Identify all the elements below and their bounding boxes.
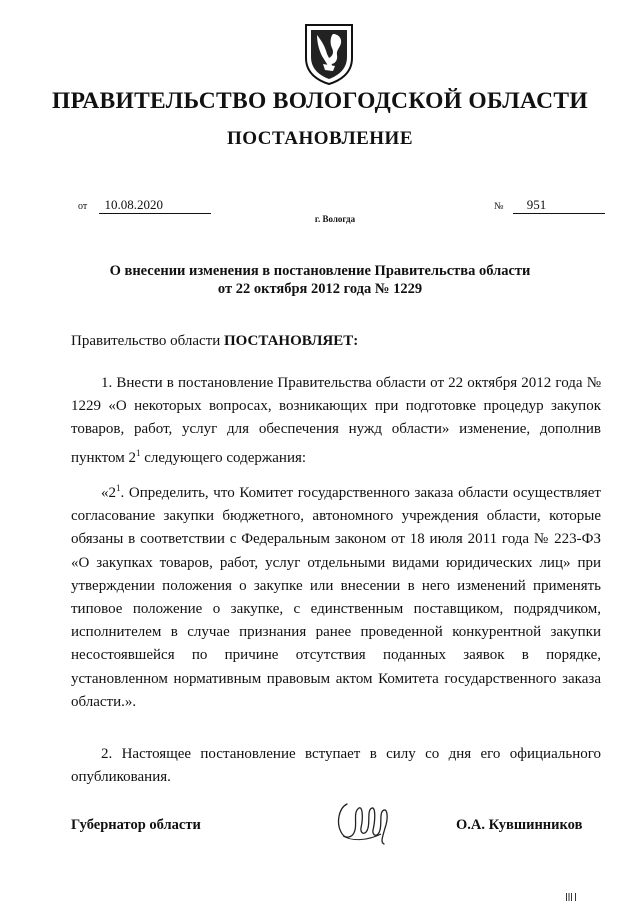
organization-title: ПРАВИТЕЛЬСТВО ВОЛОГОДСКОЙ ОБЛАСТИ — [52, 88, 588, 114]
date-row — [78, 197, 211, 214]
paragraph-2 — [71, 477, 601, 714]
paragraph-1-superscript: 1 — [135, 447, 141, 458]
paragraph-1-text: 1. Внести в постановление Правительства области от 22 октября 2012 года № 1229 «О некоторых вопросах, возникающих при подготовке процедур закупок товаров, работ, услуг для обеспечения нужд области» изменение, дополнив пунктом 2 — [71, 375, 601, 466]
paragraph-1-tail: следующего содержания: — [140, 449, 307, 466]
paragraph-2-text: . Определить, что Комитет государственного заказа области осуществляет согласование закупки бюджетного, автономного учреждения области, которые обязаны в соответствии с Федеральным законом от 18 июля 2011 года № 223-ФЗ «О закупках товаров, работ, услуг отдельными видами юридических лиц» при утверждении положения о закупке или внесении в него изменений применять типовое положение о закупке, с единственным поставщиком, подрядчиком, исполнителем в случае признания ранее проведенной конкурентной закупки несостоявшейся по причине отсутствия поданных заявок в порядке, установленном нормативным правовым актом Комитета государственного заказа области.». — [71, 485, 601, 710]
number-prefix: № — [494, 201, 504, 212]
city-label: г. Вологда — [314, 214, 356, 224]
handwritten-signature — [333, 796, 395, 848]
document-subject — [0, 262, 640, 298]
document-date: 10.08.2020 — [99, 197, 211, 214]
paragraph-2-open: «2 — [101, 485, 116, 501]
date-prefix: от — [78, 201, 88, 212]
paragraph-3-text: 2. Настоящее постановление вступает в силу со дня его официального опубликования. — [71, 746, 601, 786]
lead-bold: ПОСТАНОВЛЯЕТ: — [223, 333, 359, 349]
number-row — [494, 197, 605, 214]
coat-of-arms-emblem — [303, 22, 355, 86]
signatory-position: Губернатор области — [71, 817, 201, 833]
paragraph-2-superscript: 1 — [116, 483, 121, 493]
document-number: 951 — [513, 197, 605, 214]
subject-line-2: от 22 октября 2012 года № 1229 — [217, 281, 423, 297]
signatory-name: О.А. Кувшинников — [456, 817, 583, 833]
resolution-lead — [71, 333, 358, 350]
paragraph-1 — [71, 372, 601, 470]
document-type: ПОСТАНОВЛЕНИЕ — [226, 128, 414, 149]
lead-prefix: Правительство области — [71, 333, 224, 349]
paragraph-3 — [71, 743, 601, 789]
barcode-mark — [566, 893, 578, 901]
subject-line-1: О внесении изменения в постановление Правительства области — [109, 263, 531, 279]
